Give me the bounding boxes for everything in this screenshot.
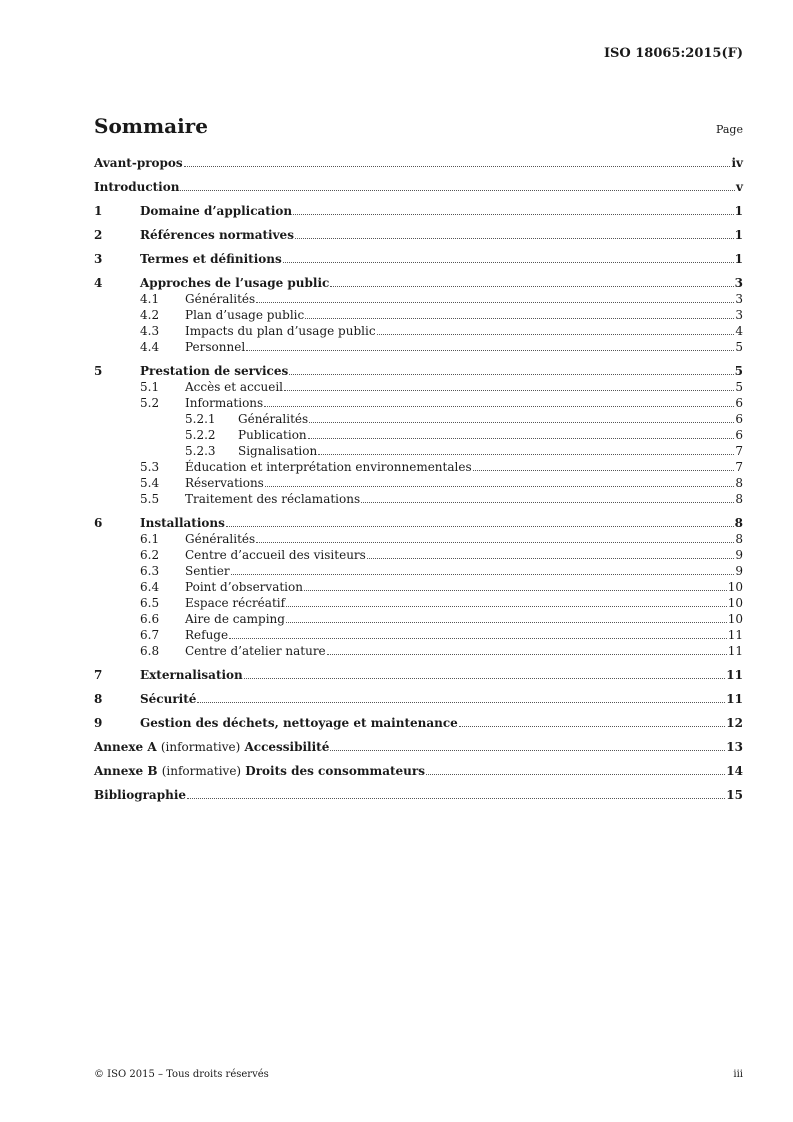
toc-subentry[interactable]: 6.2 Centre d’accueil des visiteurs 9 bbox=[140, 548, 743, 562]
toc-entry[interactable]: 3 Termes et définitions 1 bbox=[94, 252, 743, 266]
toc-subentry[interactable]: 4.4 Personnel 5 bbox=[140, 340, 743, 354]
toc-subentry[interactable]: 6.4 Point d’observation 10 bbox=[140, 580, 743, 594]
toc-subentry[interactable]: 4.1 Généralités 3 bbox=[140, 292, 743, 306]
page-number: iii bbox=[733, 1069, 743, 1080]
toc-subentry[interactable]: 6.8 Centre d’atelier nature 11 bbox=[140, 644, 743, 658]
toc-annex-entry[interactable]: Annexe A (informative) Accessibilité 13 bbox=[94, 740, 743, 754]
toc-subentry[interactable]: 5.5 Traitement des réclamations 8 bbox=[140, 492, 743, 506]
toc-entry[interactable]: 4 Approches de l’usage public 3 bbox=[94, 276, 743, 290]
toc-subentry[interactable]: 5.2 Informations 6 bbox=[140, 396, 743, 410]
toc-entry[interactable]: 6 Installations 8 bbox=[94, 516, 743, 530]
toc-entry[interactable]: 9 Gestion des déchets, nettoyage et maintenance 12 bbox=[94, 716, 743, 730]
toc-heading bbox=[94, 112, 743, 138]
toc-entry[interactable]: Introduction v bbox=[94, 180, 743, 194]
toc-subentry[interactable]: 4.2 Plan d’usage public 3 bbox=[140, 308, 743, 322]
toc-entry[interactable]: 5 Prestation de services 5 bbox=[94, 364, 743, 378]
toc-annex-entry[interactable]: Annexe B (informative) Droits des consommateurs 14 bbox=[94, 764, 743, 778]
toc-subentry[interactable]: 4.3 Impacts du plan d’usage public 4 bbox=[140, 324, 743, 338]
toc-entry[interactable]: Avant-propos iv bbox=[94, 156, 743, 170]
toc-subentry[interactable]: 5.4 Réservations 8 bbox=[140, 476, 743, 490]
toc-subentry[interactable]: 5.1 Accès et accueil 5 bbox=[140, 380, 743, 394]
toc-subsubentry[interactable]: 5.2.1 Généralités 6 bbox=[185, 412, 743, 426]
document-code: ISO 18065:2015(F) bbox=[603, 46, 743, 61]
toc-entry[interactable]: 1 Domaine d’application 1 bbox=[94, 204, 743, 218]
toc-subsubentry[interactable]: 5.2.3 Signalisation 7 bbox=[185, 444, 743, 458]
toc-subentry[interactable]: 6.7 Refuge 11 bbox=[140, 628, 743, 642]
toc-entry[interactable]: Bibliographie 15 bbox=[94, 788, 743, 802]
copyright-footer: © ISO 2015 – Tous droits réservés bbox=[94, 1069, 269, 1080]
page-column-label: Page bbox=[715, 123, 743, 136]
page-title: Sommaire bbox=[94, 114, 208, 138]
toc-subentry[interactable]: 6.5 Espace récréatif 10 bbox=[140, 596, 743, 610]
table-of-contents bbox=[94, 156, 743, 804]
toc-entry[interactable]: 7 Externalisation 11 bbox=[94, 668, 743, 682]
toc-entry[interactable]: 8 Sécurité 11 bbox=[94, 692, 743, 706]
toc-subsubentry[interactable]: 5.2.2 Publication 6 bbox=[185, 428, 743, 442]
toc-subentry[interactable]: 6.3 Sentier 9 bbox=[140, 564, 743, 578]
toc-subentry[interactable]: 6.6 Aire de camping 10 bbox=[140, 612, 743, 626]
toc-subentry[interactable]: 5.3 Éducation et interprétation environnementales 7 bbox=[140, 460, 743, 474]
toc-subentry[interactable]: 6.1 Généralités 8 bbox=[140, 532, 743, 546]
toc-entry[interactable]: 2 Références normatives 1 bbox=[94, 228, 743, 242]
